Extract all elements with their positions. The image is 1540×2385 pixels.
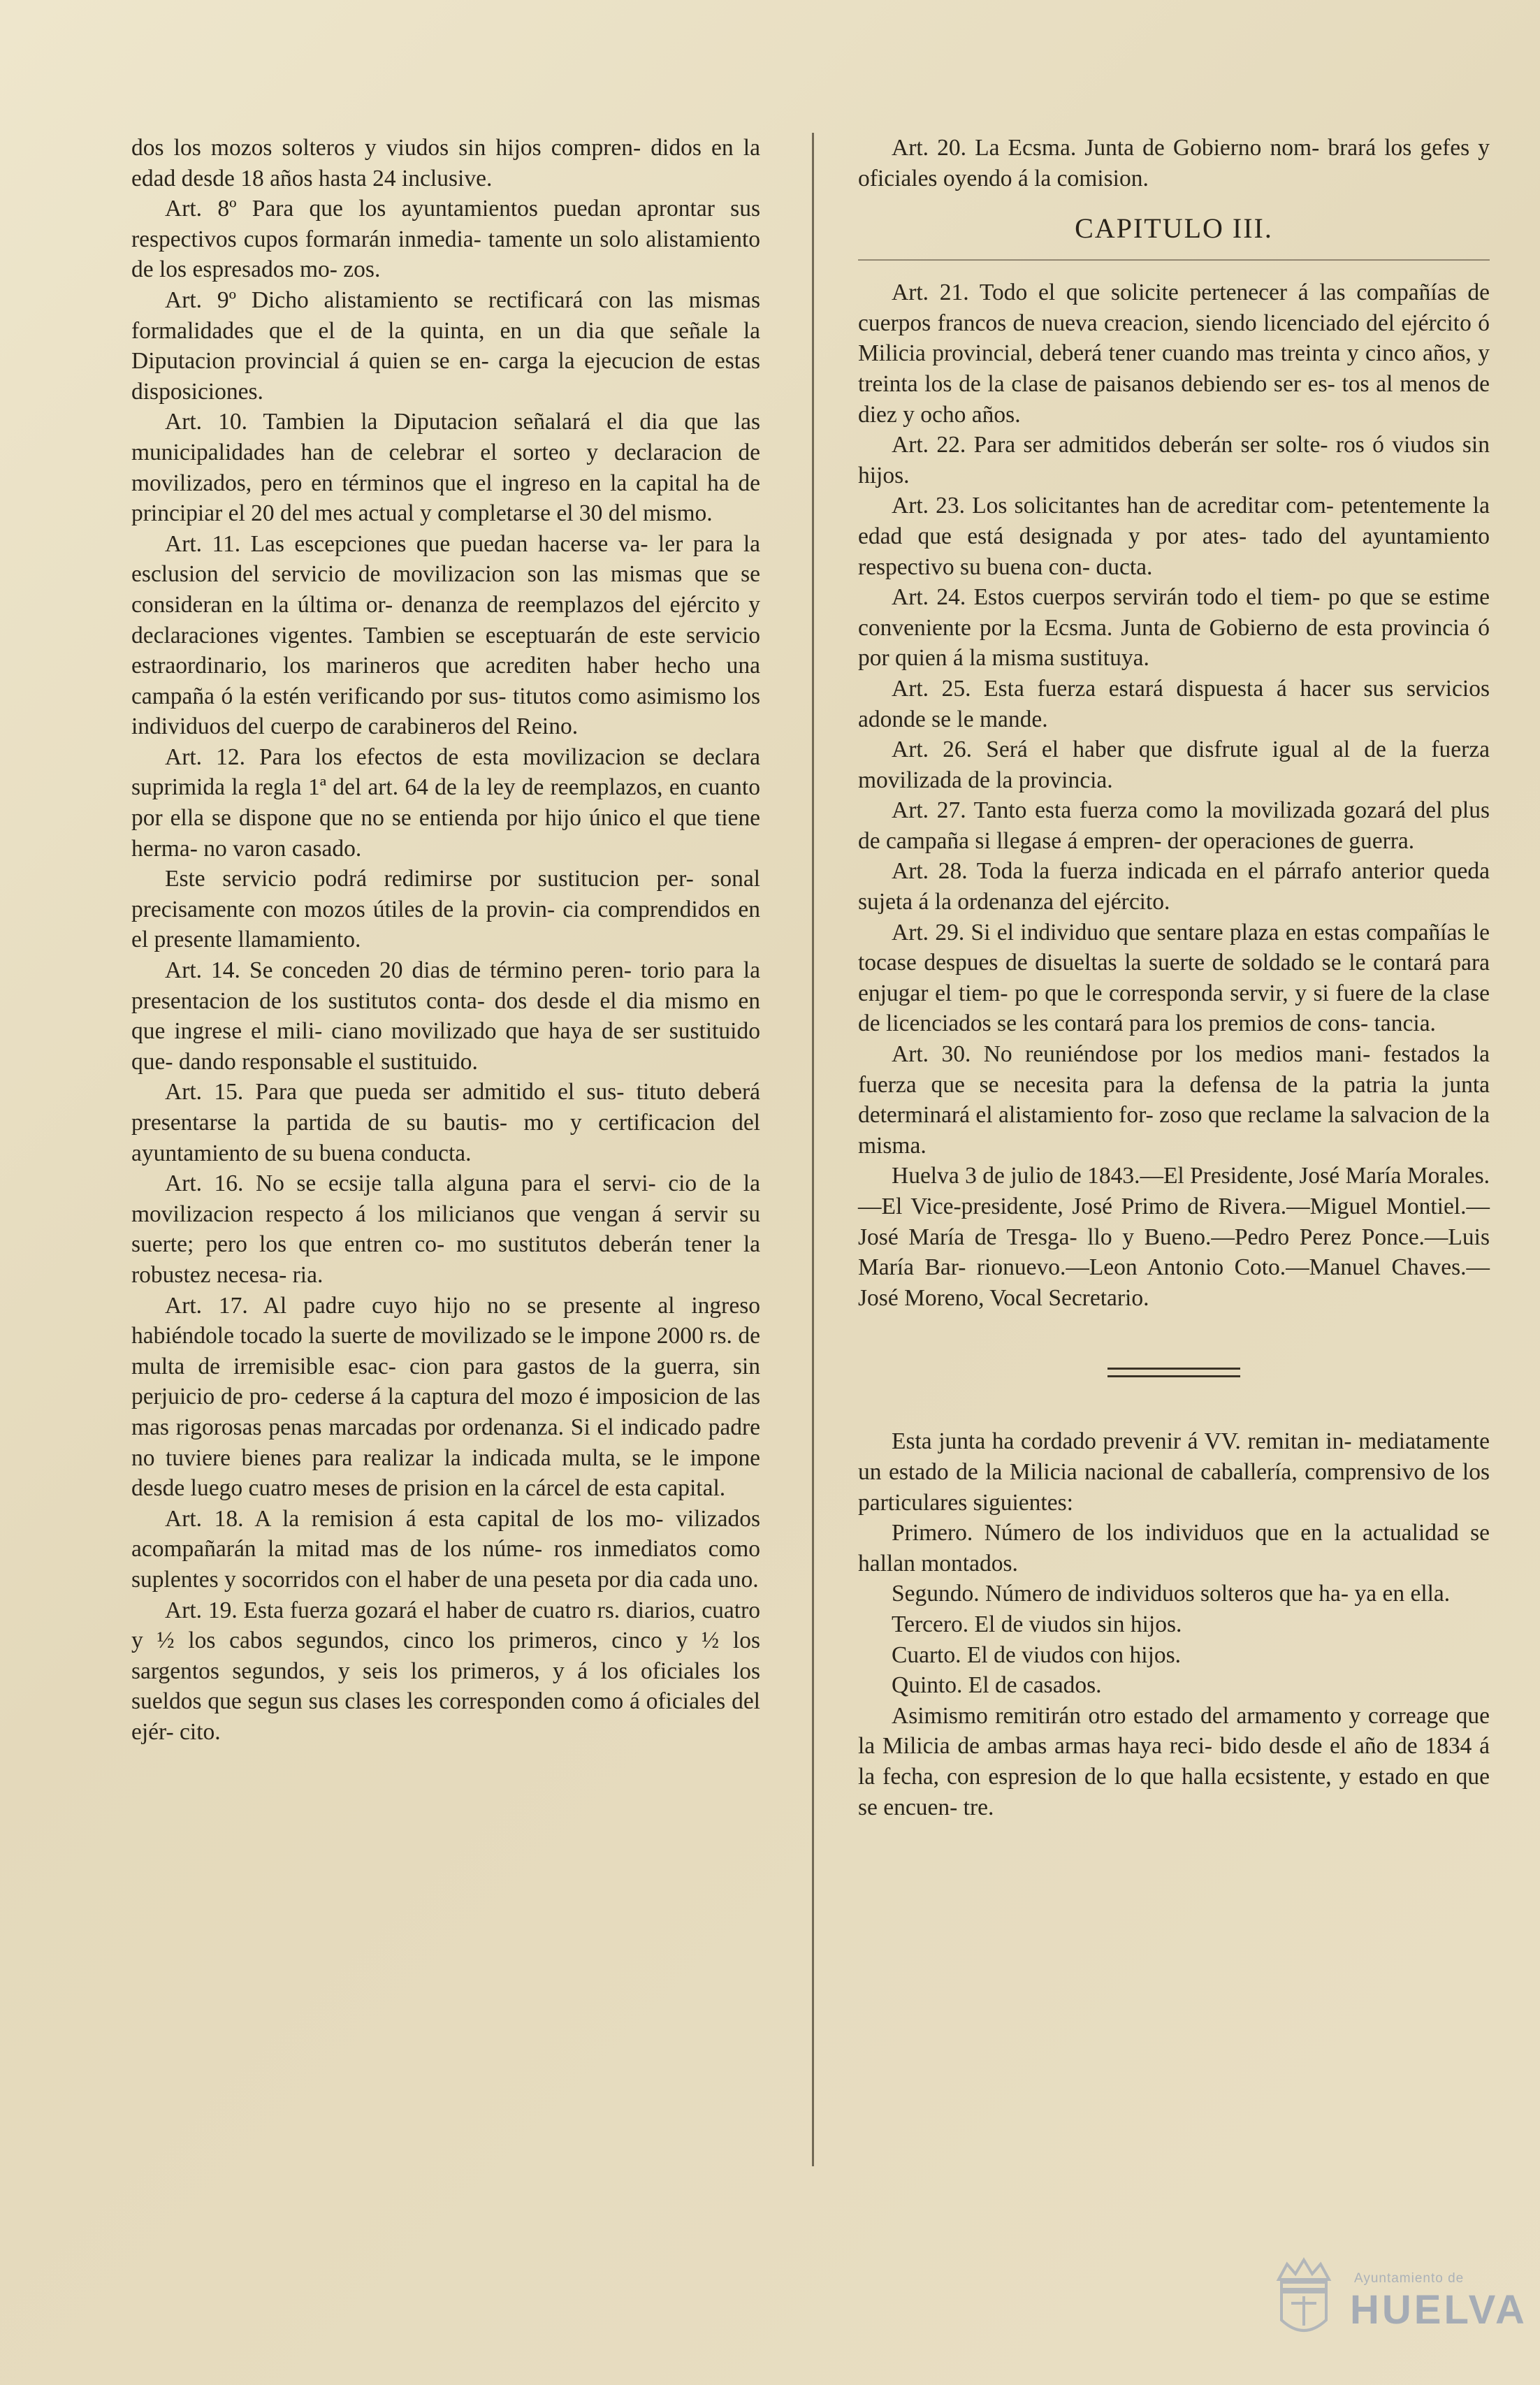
paragraph: Art. 27. Tanto esta fuerza como la movilizada gozará del plus de campaña si llegase á empren- der operaciones de guerra. [858, 797, 1490, 854]
paragraph: Art. 19. Esta fuerza gozará el haber de cuatro rs. diarios, cuatro y ½ los cabos segundos, cinco los primeros, cinco y ½ los sargentos segundos, y seis los primeros, y á los oficiales los sueldos que segun sus clases les corresponden como á oficiales del ejér- cito. [131, 1597, 760, 1745]
paragraph: dos los mozos solteros y viudos sin hijos compren- didos en la edad desde 18 años hasta 24 inclusive. [131, 135, 760, 191]
paragraph: Art. 15. Para que pueda ser admitido el sus- tituto deberá presentarse la partida de su bautis- mo y certificacion del ayuntamiento de su buena conducta. [131, 1079, 760, 1166]
right-column [858, 133, 1490, 1822]
paragraph: Art. 28. Toda la fuerza indicada en el párrafo anterior queda sujeta á la ordenanza del ejército. [858, 858, 1490, 915]
paragraph: Art. 9º Dicho alistamiento se rectificará con las mismas formalidades que el de la quinta, en un dia que señale la Diputacion provincial á quien se en- carga la ejecucion de estas disposiciones. [131, 287, 760, 405]
paragraph: Art. 21. Todo el que solicite pertenecer á las compañías de cuerpos francos de nueva creacion, siendo licenciado del ejército ó Milicia provincial, deberá tener cuando mas treinta y cinco años, y treinta los de la clase de paisanos debiendo ser es- tos al menos de diez y ocho años. [858, 280, 1490, 428]
paragraph: Huelva 3 de julio de 1843.—El Presidente, José María Morales.—El Vice-presidente, José Primo de Rivera.—Miguel Montiel.—José María de Tresga- llo y Bueno.—Pedro Perez Ponce.—Luis María Bar- rionuevo.—Leon Antonio Coto.—Manuel Chaves.— José Moreno, Vocal Secretario. [858, 1163, 1490, 1311]
paragraph: Art. 17. Al padre cuyo hijo no se presente al ingreso habiéndole tocado la suerte de movilizado se le impone 2000 rs. de multa de irremisible esac- cion para gastos de la guerra, sin perjuicio de pro- cederse á la captura del mozo é imposicion de las mas rigorosas penas marcadas por ordenanza. Si el indicado padre no tuviere bienes para realizar la indicada multa, se le impone desde luego cuatro meses de prision en la cárcel de esta capital. [131, 1292, 760, 1502]
chapter-title: CAPITULO III. [1075, 212, 1273, 245]
paragraph: Art. 14. Se conceden 20 dias de término peren- torio para la presentacion de los sustitutos conta- dos desde el dia mismo en que ingrese el mili- ciano movilizado que haya de ser sustituido que- dando responsable el sustituido. [131, 957, 760, 1075]
seal-name: HUELVA [1350, 2287, 1527, 2333]
paragraph: Este servicio podrá redimirse por sustitucion per- sonal precisamente con mozos útiles de la provin- cia comprendidos en el presente llamamiento. [131, 866, 760, 953]
right-column-articles [858, 277, 1490, 1313]
paragraph: Art. 24. Estos cuerpos servirán todo el tiem- po que se estime conveniente por la Ecsma. Junta de Gobierno de esta provincia ó por quien á la misma sustituya. [858, 584, 1490, 672]
seal-label: Ayuntamiento de [1354, 2271, 1465, 2286]
chapter-rule [858, 259, 1490, 261]
paragraph: Art. 25. Esta fuerza estará dispuesta á hacer sus servicios adonde se le mande. [858, 675, 1490, 732]
right-column-top [858, 133, 1490, 194]
left-column [131, 133, 760, 1747]
paragraph: Art. 26. Será el haber que disfrute igual al de la fuerza movilizada de la provincia. [858, 737, 1490, 793]
paragraph: Art. 29. Si el individuo que sentare plaza en estas compañías le tocase despues de disueltas la suerte de soldado se le contará para enjugar el tiem- po que le corresponda servir, y si fuere de la clase de licenciados se les contará para los premios de cons- tancia. [858, 919, 1490, 1037]
right-column-notice [858, 1426, 1490, 1822]
paragraph: Quinto. El de casados. [892, 1672, 1102, 1699]
paragraph: Art. 8º Para que los ayuntamientos puedan aprontar sus respectivos cupos formarán inmedia- tamente un solo alistamiento de los espresados mo- zos. [131, 196, 760, 283]
paragraph: Art. 23. Los solicitantes han de acreditar com- petentemente la edad que está designada y por ates- tado del ayuntamiento respectivo su buena con- ducta. [858, 493, 1490, 580]
paragraph: Art. 30. No reuniéndose por los medios mani- festados la fuerza que se necesita para la defensa de la patria la junta determinará el alistamiento for- zoso que reclame la salvacion de la misma. [858, 1041, 1490, 1159]
paragraph: Art. 10. Tambien la Diputacion señalará el dia que las municipalidades han de celebrar el sorteo y declaracion de movilizados, pero en términos que el ingreso en la capital ha de principiar el 20 del mes actual y completarse el 30 del mismo. [131, 409, 760, 527]
paragraph: Art. 12. Para los efectos de esta movilizacion se declara suprimida la regla 1ª del art. 64 de la ley de reemplazos, en cuanto por ella se dispone que no se entienda por hijo único el que tiene herma- no varon casado. [131, 744, 760, 862]
paragraph: Esta junta ha cordado prevenir á VV. remitan in- mediatamente un estado de la Milicia nacional de caballería, comprensivo de los particulares siguientes: [858, 1428, 1490, 1516]
paragraph: Art. 22. Para ser admitidos deberán ser solte- ros ó viudos sin hijos. [858, 432, 1490, 488]
paragraph: Art. 20. La Ecsma. Junta de Gobierno nom- brará los gefes y oficiales oyendo á la comision. [858, 135, 1490, 191]
paragraph: Asimismo remitirán otro estado del armamento y correage que la Milicia de ambas armas haya reci- bido desde el año de 1834 á la fecha, con espresion de lo que halla ecsistente, y estado en que se encuen- tre. [858, 1702, 1490, 1820]
paragraph: Segundo. Número de individuos solteros que ha- ya en ella. [892, 1581, 1451, 1607]
paragraph: Cuarto. El de viudos con hijos. [892, 1641, 1182, 1668]
paragraph: Art. 11. Las escepciones que puedan hacerse va- ler para la esclusion del servicio de movilizacion son las mismas que se consideran en la última or- denanza de reemplazos del ejército y declaraciones vigentes. Tambien se esceptuarán de este servicio estraordinario, los marineros que acrediten haber hecho una campaña ó la estén verificando por sus- titutos como asimismo los individuos del cuerpo de carabineros del Reino. [131, 530, 760, 740]
paragraph: Art. 18. A la remision á esta capital de los mo- vilizados acompañarán la mitad mas de los núme- ros inmediatos como suplentes y socorridos con el haber de una peseta por dia cada uno. [131, 1505, 760, 1593]
paragraph: Primero. Número de los individuos que en la actualidad se hallan montados. [858, 1520, 1490, 1576]
section-separator [1107, 1368, 1240, 1377]
paragraph: Art. 16. No se ecsije talla alguna para el servi- cio de la movilizacion respecto á los milicianos que vengan á servir su suerte; pero los que entren co- mo sustitutos deberán tener la robustez necesa- ria. [131, 1170, 760, 1288]
paragraph: Tercero. El de viudos sin hijos. [892, 1611, 1182, 1637]
column-divider [812, 133, 814, 2166]
